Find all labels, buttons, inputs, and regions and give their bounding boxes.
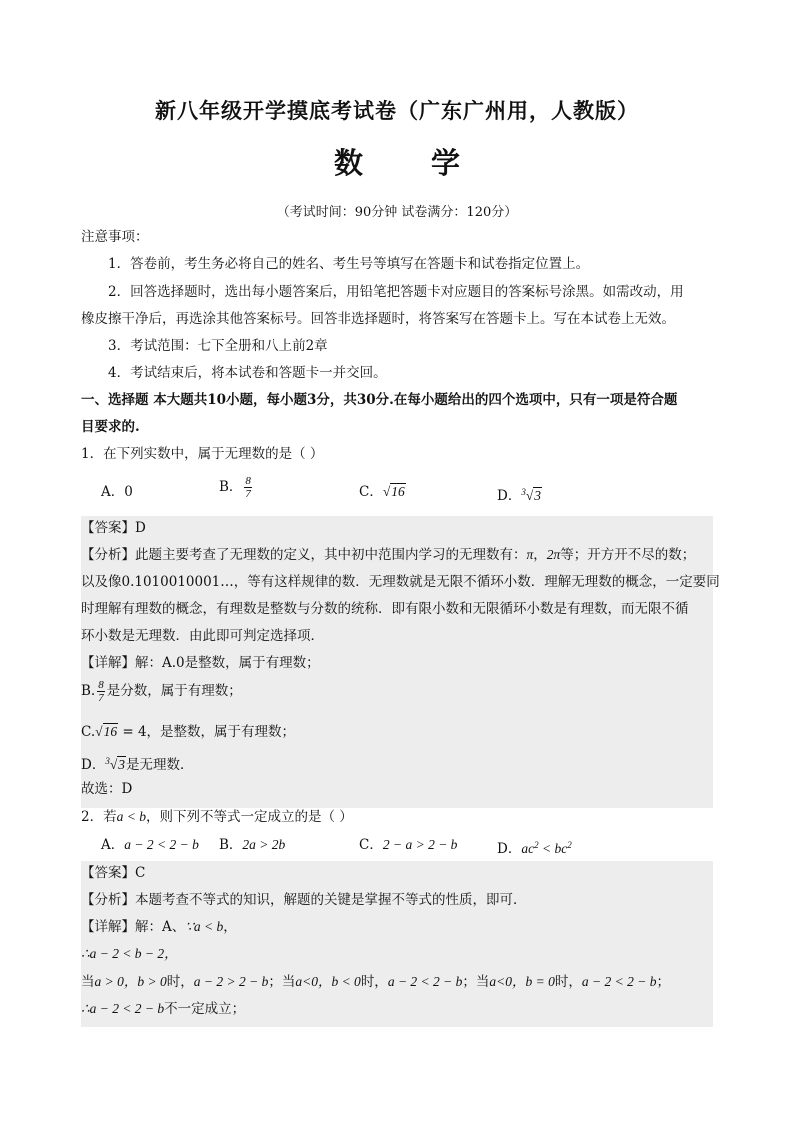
- subject-char-1: 数: [333, 146, 363, 180]
- fraction: $\frac{8}{7}$: [98, 679, 104, 704]
- q1-option-d-label: D．: [497, 488, 522, 504]
- note-item: 橡皮擦干净后，再选涂其他答案标号。回答非选择题时，将答案写在答题卡上。写在本试卷上无效。: [81, 311, 675, 327]
- q2-analysis: 【分析】本题考查不等式的知识，解题的关键是掌握不等式的性质，即可．: [81, 892, 527, 908]
- radicand: 16: [391, 484, 405, 499]
- q1-detail: D．$^3$√3是无理数．: [81, 756, 194, 773]
- question-2-stem: 2．若a < b，则下列不等式一定成立的是（ ）: [81, 809, 353, 825]
- q1-option-b: [219, 475, 254, 500]
- question-1-stem: 1．在下列实数中，属于无理数的是（ ）: [81, 446, 324, 462]
- q2-detail: 当a > 0，b > 0时，a − 2 > 2 − b；当a<0，b < 0时，a − 2 < 2 − b；当a<0，b = 0时，a − 2 < 2 − b；: [81, 974, 670, 990]
- note-item: 3．考试范围：七下全册和八上前2章: [108, 338, 328, 354]
- fraction: $\frac{8}{7}$: [245, 475, 251, 500]
- q1-option-c-label: C．: [359, 484, 383, 500]
- note-item: 1．答卷前，考生务必将自己的姓名、考生号等填写在答题卡和试卷指定位置上。: [108, 256, 590, 272]
- q1-analysis-line: 以及像0.1010010001…，等有这样规律的数．无理数就是无限不循环小数．理解无理数的概念，一定要同: [81, 574, 720, 590]
- q2-option-a: A．a − 2 < 2 − b: [101, 837, 199, 853]
- sqrt-symbol: √: [109, 757, 118, 772]
- note-item: 4．考试结束后，将本试卷和答题卡一并交回。: [108, 365, 387, 381]
- q1-conclusion: 故选：D: [81, 781, 133, 797]
- root-index: 3: [521, 487, 526, 497]
- q1-analysis-line: 时理解有理数的概念，有理数是整数与分数的统称．即有限小数和无限循环小数是有理数，而无限不循: [81, 601, 689, 617]
- exam-time-info: （考试时间：90分钟 试卷满分：120分）: [276, 205, 518, 220]
- sqrt-symbol: √: [95, 724, 103, 739]
- q2-detail: 【详解】解：A、∵a < b，: [81, 919, 237, 935]
- q2-detail: ∴a − 2 < b − 2，: [81, 946, 178, 961]
- q1-option-d: [497, 483, 542, 505]
- q1-option-b-label: B．: [219, 479, 243, 495]
- q2-answer: 【答案】C: [81, 865, 146, 881]
- q2-option-d: D．$ac^2 < bc^2$: [497, 840, 572, 857]
- subject-char-2: 学: [431, 146, 461, 180]
- q1-detail: B. $\frac{8}{7}$ 是分数，属于有理数；: [81, 679, 242, 704]
- sqrt-symbol: √: [525, 488, 534, 503]
- q2-detail: ∴a − 2 < 2 − b不一定成立；: [81, 1001, 246, 1017]
- q1-analysis-line: 环小数是无理数．由此即可判定选择项．: [81, 628, 324, 644]
- q1-option-a: A．0: [101, 484, 133, 500]
- q2-option-b: B．2a > 2b: [219, 837, 286, 853]
- q1-answer: 【答案】D: [81, 520, 146, 536]
- notes-heading: 注意事项：: [81, 229, 149, 245]
- section-heading-cont: 目要求的.: [81, 419, 140, 435]
- section-heading: 一、选择题 本大题共10小题，每小题3分，共30分.在每小题给出的四个选项中，只有一项是符合题: [81, 392, 678, 408]
- q1-detail: 【详解】解：A.0是整数，属于有理数；: [81, 655, 320, 671]
- q1-analysis: 【分析】此题主要考查了无理数的定义，其中初中范围内学习的无理数有：π，2π等；开方开不尽的数；: [81, 547, 696, 563]
- note-item: 2．回答选择题时，选出每小题答案后，用铅笔把答题卡对应题目的答案标号涂黑。如需改动，用: [108, 284, 684, 300]
- exam-title: 新八年级开学摸底考试卷（广东广州用，人教版）: [155, 98, 639, 123]
- sqrt-symbol: √: [382, 484, 391, 499]
- subject-heading: [0, 141, 794, 182]
- q2-option-c: C．2 − a > 2 − b: [359, 837, 458, 853]
- radicand: 3: [534, 488, 541, 503]
- q1-option-c: [359, 483, 406, 501]
- q1-detail: C.√16 = 4，是整数，属于有理数；: [81, 724, 296, 740]
